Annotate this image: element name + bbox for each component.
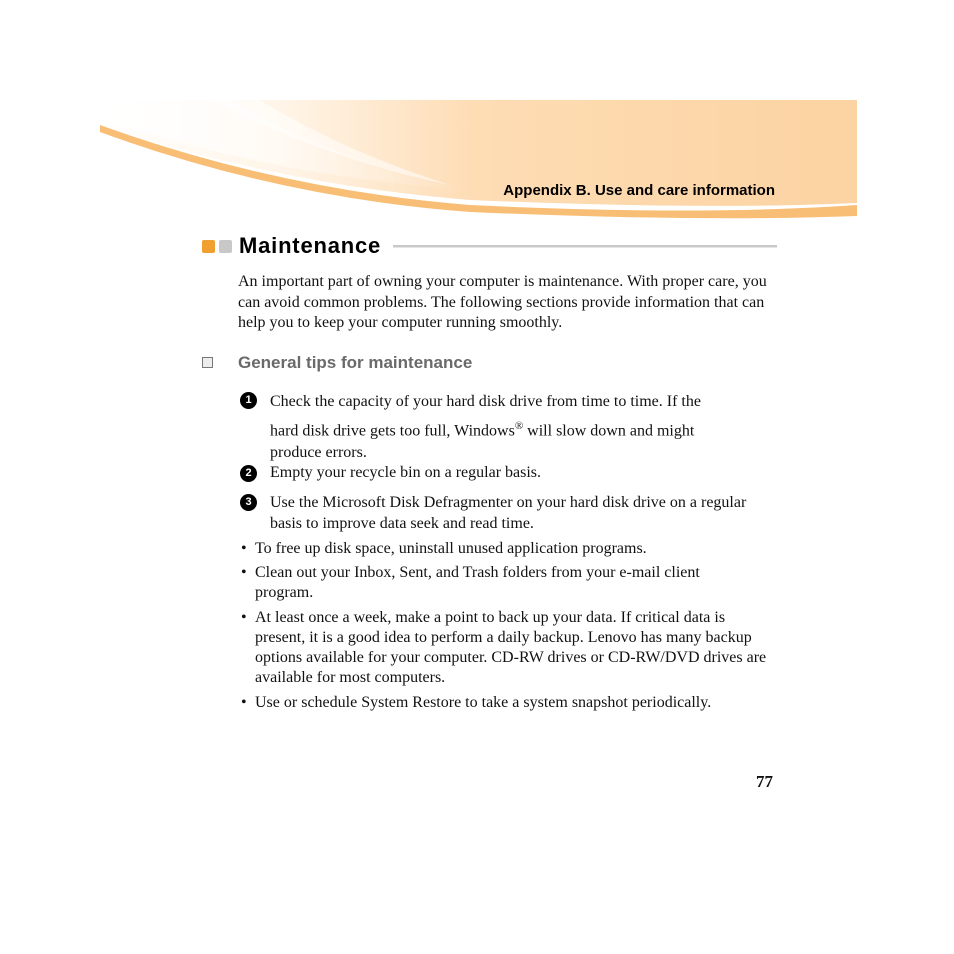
bullet-1-text: To free up disk space, uninstall unused application programs. <box>255 540 647 557</box>
registered-mark: ® <box>514 420 524 432</box>
chapter-header: Appendix B. Use and care information <box>503 182 775 199</box>
step-3-text: Use the Microsoft Disk Defragmenter on your hard disk drive on a regular basis to improve data seek and read time. <box>270 494 747 532</box>
step-2-text: Empty your recycle bin on a regular basis. <box>270 464 542 481</box>
step-number-2-icon: 2 <box>240 465 257 482</box>
bullet-4-icon: • <box>241 694 247 711</box>
title-divider <box>393 245 777 248</box>
step-1-line-2 <box>270 413 780 444</box>
step-number-1-icon: 1 <box>240 392 257 409</box>
intro-paragraph: An important part of owning your computer is maintenance. With proper care, you can avoid common problems. The following sections provide information that can help you to keep your computer running smoothly. <box>238 273 767 331</box>
subheading: General tips for maintenance <box>238 353 473 372</box>
gray-square-icon <box>219 240 232 253</box>
bullet-1-icon: • <box>241 540 247 557</box>
bullet-3-text: At least once a week, make a point to back up your data. If critical data is present, it is a good idea to perform a daily backup. Lenovo has many backup options available for your computer. CD-RW drives or CD-RW/DVD drives are available for most computers. <box>255 609 767 686</box>
bullet-4-text: Use or schedule System Restore to take a system snapshot periodically. <box>255 694 712 711</box>
subheading-square-icon <box>202 357 213 368</box>
orange-square-icon <box>202 240 215 253</box>
step-1-line-2-start: hard disk drive gets too full, Windows <box>270 422 515 440</box>
bullet-3-icon: • <box>241 609 247 626</box>
step-1-line-2-end: will slow down and might <box>523 422 695 440</box>
bullet-2-text: Clean out your Inbox, Sent, and Trash folders from your e-mail client program. <box>255 564 700 601</box>
step-number-3-icon: 3 <box>240 494 257 511</box>
bullet-2-icon: • <box>241 564 247 581</box>
header-banner <box>0 0 954 230</box>
section-title: Maintenance <box>239 233 382 258</box>
step-1-line-3: produce errors. <box>270 444 367 462</box>
step-1-line-1: Check the capacity of your hard disk drive from time to time. If the <box>270 393 701 410</box>
page-number: 77 <box>756 772 773 791</box>
section-marker-icon <box>202 240 234 254</box>
step-1-text <box>270 390 780 462</box>
